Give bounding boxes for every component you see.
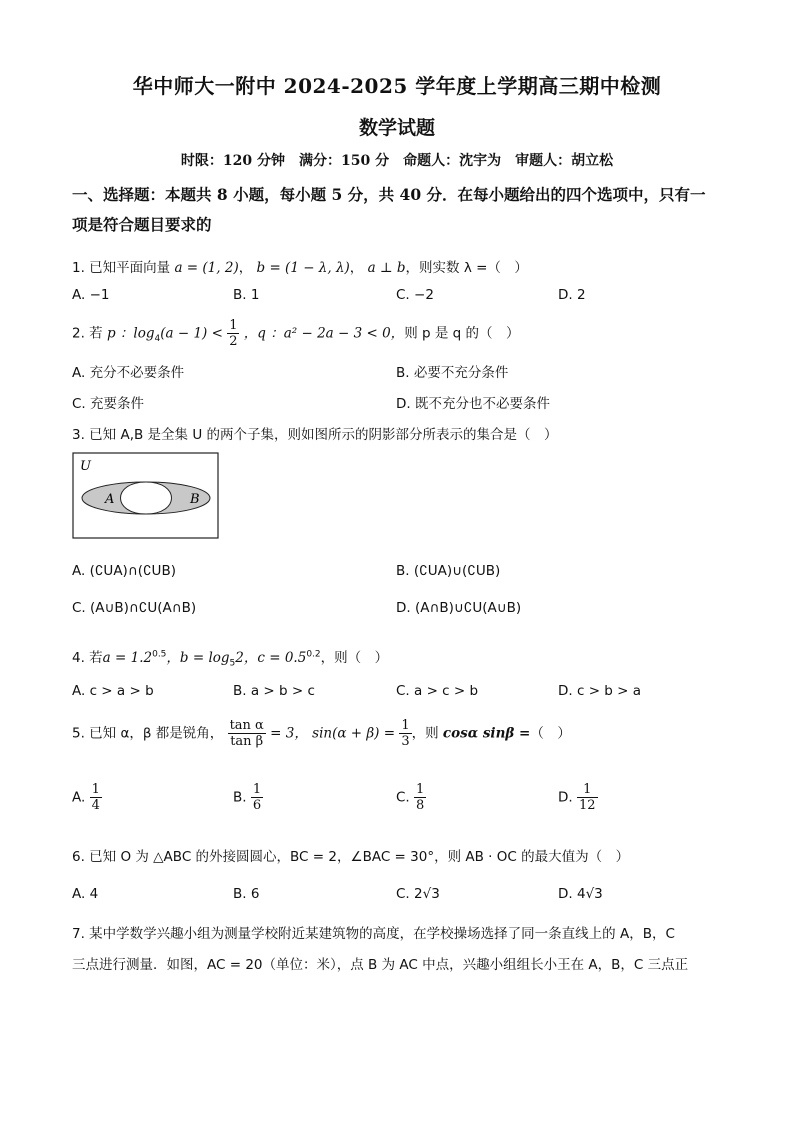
q4-b-base: 5 — [229, 658, 236, 669]
q4-suffix: ，则（ ） — [320, 650, 389, 666]
q2-suffix: 则 p 是 q 的（ ） — [404, 325, 520, 342]
q2-p-expr: p ：log — [106, 325, 155, 342]
q5-target: cosα sinβ = — [442, 725, 531, 742]
q2-option-d: D. 既不充分也不必要条件 — [396, 396, 550, 412]
q5-suffix: ，则 — [411, 725, 439, 742]
q4-a-exp: 0.5 — [152, 649, 167, 660]
q4-prefix: 4. 若 — [72, 650, 103, 666]
q1-prefix: 1. 已知平面向量 — [72, 260, 171, 276]
q3-option-a: A. (∁UA)∩(∁UB) — [72, 563, 176, 579]
q3-option-d: D. (A∩B)∪∁U(A∪B) — [396, 600, 522, 616]
q1-option-a: A. −1 — [72, 287, 110, 303]
q5-option-d: D. $\frac{1}{12}$ — [558, 782, 596, 813]
exam-subtitle: 数学试题 — [358, 117, 435, 139]
q6-option-d: D. 4√3 — [558, 886, 603, 902]
q4-b-expr: ，b = log — [166, 650, 230, 666]
q5-option-a: A. $\frac{1}{4}$ — [72, 782, 100, 813]
question-6: 6. 已知 O 为 △ABC 的外接圆圆心，BC = 2，∠BAC = 30°，则 AB · OC 的最大值为（ ） — [72, 849, 630, 865]
q4-option-a: A. c > a > b — [72, 683, 154, 699]
q1-vector-a: a = (1, 2) — [174, 260, 239, 276]
q2-fraction: $\frac{1}{2}$ — [229, 318, 238, 349]
q2-prefix: 2. 若 — [72, 325, 103, 342]
q5-option-c: C. $\frac{1}{8}$ — [396, 782, 425, 813]
exam-meta: 时限：120 分钟 满分：150 分 命题人：沈宇为 审题人：胡立松 — [180, 153, 614, 169]
question-5 — [72, 718, 571, 749]
question-2 — [72, 318, 520, 349]
question-7-line1: 7. 某中学数学兴趣小组为测量学校附近某建筑物的高度，在学校操场选择了同一条直线上的 A，B，C — [72, 926, 675, 942]
q4-option-b: B. a > b > c — [233, 683, 315, 699]
question-4 — [72, 646, 388, 669]
question-7-line2: 三点进行测量．如图，AC = 20（单位：米），点 B 为 AC 中点，兴趣小组组长小王在 A，B，C 三点正 — [72, 957, 689, 973]
q5-sin-expr: sin(α + β) = — [312, 725, 396, 742]
q4-a-expr: a = 1.2 — [102, 650, 153, 666]
q1-option-d: D. 2 — [558, 287, 586, 303]
venn-label-b: B — [190, 492, 200, 507]
q1-option-c: C. −2 — [396, 287, 434, 303]
q5-eq1: = 3， — [270, 725, 308, 742]
q4-b-arg: 2 — [235, 650, 244, 666]
q6-option-a: A. 4 — [72, 886, 99, 902]
q2-option-b: B. 必要不充分条件 — [396, 365, 509, 381]
intersection-region — [121, 482, 172, 514]
q3-option-c: C. (A∪B)∩∁U(A∩B) — [72, 600, 197, 616]
q6-option-c: C. 2√3 — [396, 886, 440, 902]
q1-option-b: B. 1 — [233, 287, 260, 303]
q2-log-base: 4 — [154, 334, 161, 345]
q4-c-exp: 0.2 — [306, 649, 321, 660]
q2-q-expr: ，q ：a² − 2a − 3 < 0， — [243, 325, 405, 342]
q1-vector-b: b = (1 − λ, λ) — [256, 260, 350, 276]
exam-title: 华中师大一附中 2024-2025 学年度上学期高三期中检测 — [132, 74, 662, 98]
venn-label-a: A — [105, 492, 115, 507]
q4-option-c: C. a > c > b — [396, 683, 479, 699]
q2-option-c: C. 充要条件 — [72, 396, 145, 412]
q1-suffix: ，则实数 λ =（ ） — [405, 260, 528, 276]
q4-option-d: D. c > b > a — [558, 683, 642, 699]
q5-option-b: B. $\frac{1}{6}$ — [233, 782, 262, 813]
section-heading-line2: 项是符合题目要求的 — [72, 215, 212, 234]
q4-c-expr: ，c = 0.5 — [243, 650, 307, 666]
q5-prefix: 5. 已知 α，β 都是锐角， — [72, 725, 224, 742]
q5-fraction-third: $\frac{1}{3}$ — [401, 718, 410, 749]
q3-option-b: B. (∁UA)∪(∁UB) — [396, 563, 501, 579]
venn-label-u: U — [80, 459, 91, 474]
q2-option-a: A. 充分不必要条件 — [72, 365, 185, 381]
q5-end: （ ） — [530, 725, 571, 742]
question-1: 1. 已知平面向量 a = (1, 2)， b = (1 − λ, λ)， a ⊥ b，则实数 λ =（ ） — [72, 260, 528, 276]
q1-perp: a ⊥ b — [367, 260, 406, 276]
venn-diagram — [72, 452, 220, 540]
section-heading-line1: 一、选择题：本题共 8 小题，每小题 5 分，共 40 分．在每小题给出的四个选项中，只有一 — [72, 185, 706, 204]
q2-p-arg: (a − 1) < — [160, 325, 223, 342]
q5-fraction-tan: $\frac{\text{tan α}}{\text{tan β}}$ — [229, 718, 264, 749]
question-3: 3. 已知 A,B 是全集 U 的两个子集，则如图所示的阴影部分所表示的集合是（ ） — [72, 427, 558, 443]
q6-option-b: B. 6 — [233, 886, 260, 902]
